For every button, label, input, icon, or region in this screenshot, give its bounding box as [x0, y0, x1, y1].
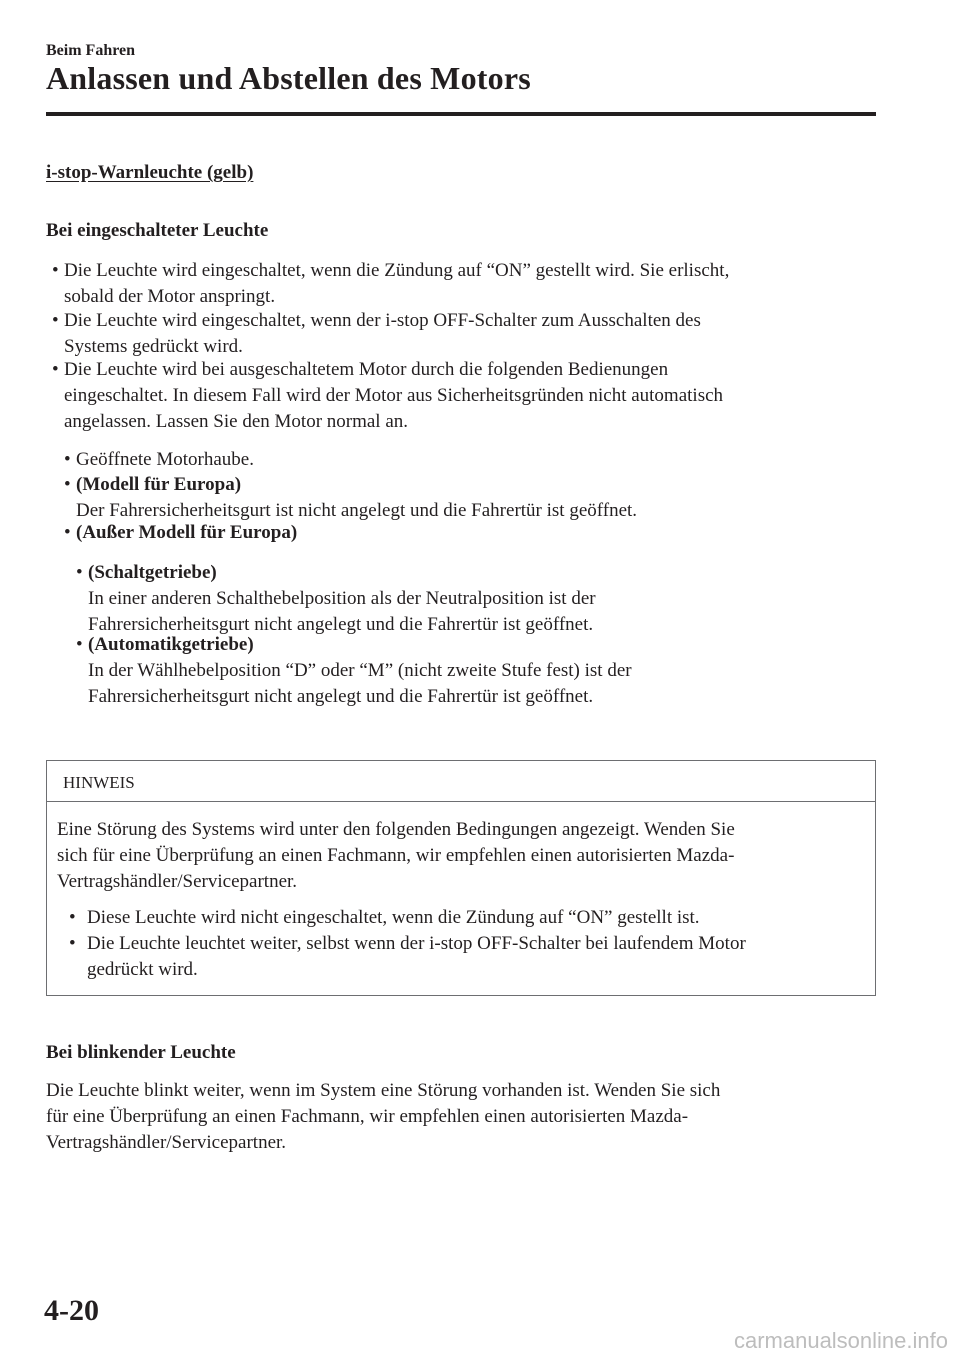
light-on-heading: Bei eingeschalteter Leuchte [46, 220, 269, 241]
note-box [46, 760, 876, 996]
bullet-dot: • [69, 907, 76, 928]
sub-sub-bullet-text: Fahrersicherheitsgurt nicht angelegt und die Fahrertür ist geöffnet. [88, 686, 594, 707]
blinking-line: für eine Überprüfung an einen Fachmann, wir empfehlen einen autorisierten Mazda- [46, 1106, 689, 1127]
sub-sub-bullet-text: In einer anderen Schalthebelposition als der Neutralposition ist der [88, 588, 596, 609]
sub-sub-bullet-label: (Automatikgetriebe) [88, 634, 254, 655]
bullet-dot: • [52, 310, 59, 331]
note-line: Eine Störung des Systems wird unter den folgenden Bedingungen angezeigt. Wenden Sie [57, 819, 735, 840]
note-line: sich für eine Überprüfung an einen Fachmann, wir empfehlen einen autorisierten Mazda- [57, 845, 735, 866]
bullet-dot: • [69, 933, 76, 954]
bullet-line: Die Leuchte wird bei ausgeschaltetem Motor durch die folgenden Bedienungen [64, 359, 669, 380]
sub-sub-bullet-label: (Schaltgetriebe) [88, 562, 217, 583]
bullet-dot: • [76, 634, 83, 655]
sub-bullet-label: (Modell für Europa) [76, 474, 242, 495]
note-bullet-text: gedrückt wird. [87, 959, 198, 980]
blinking-body [46, 1078, 720, 1156]
bullet-dot: • [64, 474, 71, 495]
sub-bullet-text: Der Fahrersicherheitsgurt ist nicht angelegt und die Fahrertür ist geöffnet. [76, 500, 638, 521]
bullet-dot: • [52, 359, 59, 380]
bullet-item [52, 308, 701, 360]
note-bullet-text: Diese Leuchte wird nicht eingeschaltet, wenn die Zündung auf “ON” gestellt ist. [87, 907, 700, 928]
watermark: carmanualsonline.info [733, 1328, 948, 1353]
blinking-line: Die Leuchte blinkt weiter, wenn im System eine Störung vorhanden ist. Wenden Sie sich [46, 1080, 721, 1101]
note-body [57, 817, 735, 895]
blinking-heading: Bei blinkender Leuchte [46, 1042, 236, 1063]
sub-sub-bullet-manual [76, 560, 596, 638]
blinking-line: Vertragshändler/Servicepartner. [46, 1132, 287, 1153]
note-line: Vertragshändler/Servicepartner. [57, 871, 298, 892]
note-bullet [69, 905, 700, 931]
bullet-dot: • [76, 562, 83, 583]
note-title: HINWEIS [63, 773, 135, 792]
sub-sub-bullet-auto [76, 632, 632, 710]
sub-sub-bullet-text: Fahrersicherheitsgurt nicht angelegt und die Fahrertür ist geöffnet. [88, 614, 594, 635]
sub-sub-bullet-text: In der Wählhebelposition “D” oder “M” (nicht zweite Stufe fest) ist der [88, 660, 632, 681]
bullet-line: Die Leuchte wird eingeschaltet, wenn die Zündung auf “ON” gestellt wird. Sie erlischt, [64, 260, 730, 281]
sub-bullet-text: Geöffnete Motorhaube. [76, 449, 254, 470]
page-number: 4-20 [44, 1294, 99, 1327]
bullet-item [52, 258, 729, 310]
bullet-dot: • [64, 522, 71, 543]
note-bullet-text: Die Leuchte leuchtet weiter, selbst wenn der i-stop OFF-Schalter bei laufendem Motor [87, 933, 746, 954]
section-label: Beim Fahren [46, 42, 136, 59]
bullet-dot: • [52, 260, 59, 281]
bullet-line: sobald der Motor anspringt. [64, 286, 276, 307]
bullet-item [52, 357, 723, 435]
note-header [47, 761, 875, 802]
bullet-line: angelassen. Lassen Sie den Motor normal an. [64, 411, 409, 432]
bullet-line: Die Leuchte wird eingeschaltet, wenn der i-stop OFF-Schalter zum Ausschalten des [64, 310, 701, 331]
bullet-line: eingeschaltet. In diesem Fall wird der Motor aus Sicherheitsgründen nicht automatisch [64, 385, 724, 406]
warning-light-heading: i-stop-Warnleuchte (gelb) [46, 162, 254, 183]
bullet-line: Systems gedrückt wird. [64, 336, 243, 357]
sub-bullet-non-europe [64, 520, 297, 546]
note-bullet [69, 931, 746, 983]
chapter-title: Anlassen und Abstellen des Motors [46, 60, 531, 96]
sub-bullet-label: (Außer Modell für Europa) [76, 522, 298, 543]
bullet-dot: • [64, 449, 71, 470]
header-rule [46, 112, 876, 116]
sub-bullet-hood [64, 447, 254, 473]
sub-bullet-europe [64, 472, 637, 524]
